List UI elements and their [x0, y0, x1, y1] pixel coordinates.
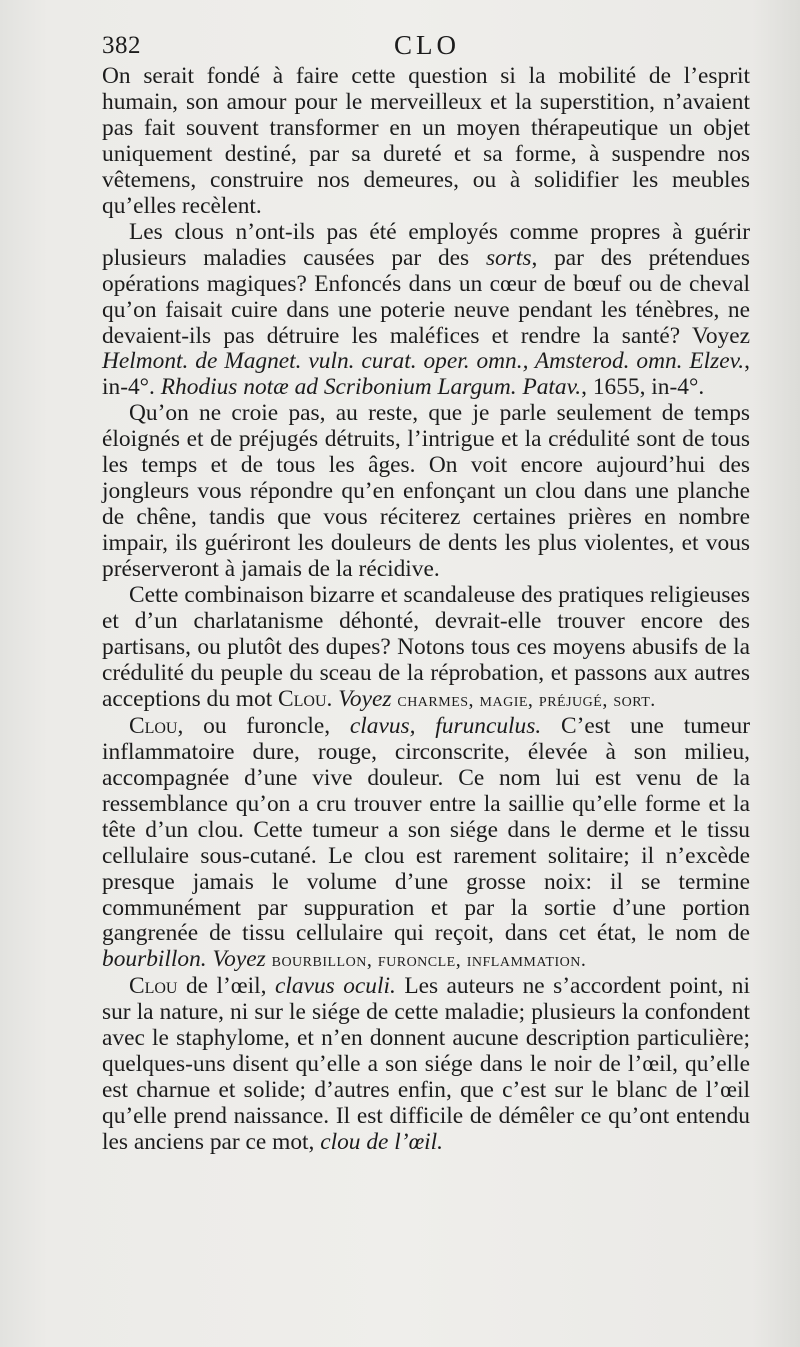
p5-cross-references: bourbillon, furoncle, inflammation.: [271, 949, 587, 972]
p6-term-clou: Clou: [129, 973, 178, 1000]
paragraph-5: [102, 714, 750, 975]
p5-text-a: , ou furoncle,: [177, 712, 350, 739]
paragraph-2: [102, 220, 750, 402]
p4-text-b: .: [326, 685, 339, 712]
paragraph-1: [102, 64, 750, 220]
page-number: 382: [102, 32, 141, 59]
p4-text-a: Cette combinaison bizarre et scandaleuse des pratiques religieuses et d’un charlatanisme déhonté, devrait-elle trouver encore des partisans, ou plutôt des dupes? Notons tous ces moyens abusifs de la crédulité du peuple du sceau de la réprobation, et passons aux autres acceptions du mot: [102, 582, 750, 712]
p5-italic-bourbillon: bourbillon.: [102, 946, 207, 973]
p5-latin-terms: clavus, furunculus.: [349, 712, 542, 739]
p2-italic-sorts: sorts: [485, 244, 532, 271]
p5-text-b: C’est une tumeur inflammatoire dure, rouge, circonscrite, élevée à son milieu, accompagnée d’une vive douleur. Ce nom lui est venu de la ressemblance qu’on a cru trouver entre la saillie qu’elle forme et la tête d’un clou. Cette tumeur a son siége dans le derme et le tissu cellulaire sous-cutané. Le clou est rarement solitaire; il n’excède presque jamais le volume d’une grosse noix: il se termine communément par suppuration et par la sortie d’une portion gangrenée de tissu cellulaire qui reçoit, dans cet état, le nom de: [102, 712, 750, 947]
p2-text-d: , 1655, in-4°.: [581, 374, 705, 401]
p2-text-a: Les clous n’ont-ils pas été employés comme propres à guérir plusieurs maladies causées par des: [102, 218, 750, 271]
p4-voyez: Voyez: [338, 685, 392, 712]
p5-term-clou: Clou: [129, 712, 178, 739]
running-title: CLO: [394, 30, 460, 60]
page-body: [102, 64, 750, 1156]
p4-cross-references: charmes, magie, préjugé, sort.: [397, 688, 656, 711]
paragraph-3: [102, 401, 750, 583]
p5-voyez: Voyez: [212, 946, 266, 973]
p2-citation-rhodius: Rhodius notæ ad Scribonium Largum. Patav.: [160, 374, 582, 401]
p6-italic-clou-de-loeil: clou de l’œil.: [320, 1129, 444, 1156]
paragraph-4: [102, 583, 750, 714]
paragraph-1-text: On serait fondé à faire cette question si la mobilité de l’esprit humain, son amour pour le merveilleux et la superstition, n’avaient pas fait souvent transformer en un moyen thérapeutique un objet uniquement destiné, par sa dureté et sa forme, à suspendre nos vêtemens, construire nos demeures, ou à solidifier les meubles qu’elles recèlent.: [102, 63, 750, 219]
paragraph-6: [102, 974, 750, 1156]
p2-text-c: , in-4°.: [102, 348, 750, 401]
p4-term-clou: Clou: [278, 685, 327, 712]
p6-latin-term: clavus oculi.: [275, 973, 396, 1000]
paragraph-3-text: Qu’on ne croie pas, au reste, que je parle seulement de temps éloignés et de préjugés détruits, l’intrigue et la crédulité sont de tous les temps et de tous les âges. On voit encore aujourd’hui des jongleurs vous répondre qu’en enfonçant un clou dans une planche de chêne, tandis que vous réciterez certaines prières en nombre impair, ils guériront les douleurs de dents les plus violentes, et vous préserveront à jamais de la récidive.: [102, 400, 750, 583]
p6-text-a: de l’œil,: [177, 973, 275, 1000]
p2-text-b: , par des prétendues opérations magiques? Enfoncés dans un cœur de bœuf ou de cheval qu’on faisait cuire dans une poterie neuve pendant les ténèbres, ne devaient-ils pas détruire les maléfices et rendre la santé? Voyez: [102, 244, 750, 349]
page-header: [102, 30, 752, 64]
p2-citation-helmont: Helmont. de Magnet. vuln. curat. oper. omn., Amsterod. omn. Elzev.: [102, 348, 745, 375]
p6-text-b: Les auteurs ne s’accordent point, ni sur la nature, ni sur le siége de cette maladie; plusieurs la confondent avec le staphylome, et n’en donnent aucune description particulière; quelques-uns disent qu’elle a son siége dans le noir de l’œil, qu’elle est charnue et solide; d’autres enfin, que c’est sur le blanc de l’œil qu’elle prend naissance. Il est difficile de démêler ce qu’ont entendu les anciens par ce mot,: [102, 973, 750, 1156]
